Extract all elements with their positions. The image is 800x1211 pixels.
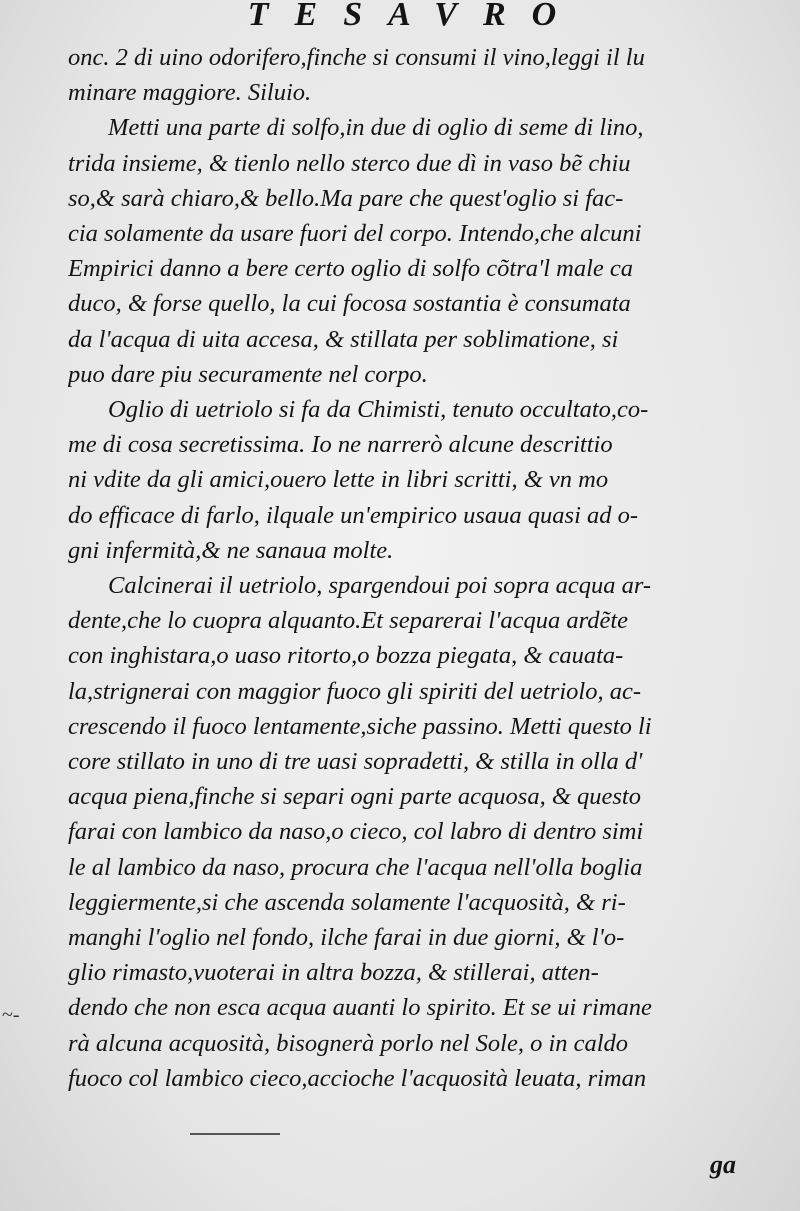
text-line: Empirici danno a bere certo oglio di solfo cõtra'l male ca	[68, 255, 634, 283]
text-line: ni vdite da gli amici,ouero lette in libri scritti, & vn mo	[68, 466, 609, 494]
paragraph-start-line: Calcinerai il uetriolo, spargendoui poi sopra acqua ar-	[108, 572, 652, 600]
text-line: so,& sarà chiaro,& bello.Ma pare che quest'oglio si fac-	[68, 184, 624, 212]
text-line: crescendo il fuoco lentamente,siche passino. Metti questo li	[68, 712, 652, 740]
text-line: trida insieme, & tienlo nello sterco due dì in vaso bẽ chiu	[68, 149, 631, 177]
text-line: con inghistara,o uaso ritorto,o bozza piegata, & cauata-	[68, 642, 624, 670]
catchword: ga	[710, 1150, 736, 1179]
text-line: duco, & forse quello, la cui focosa sostantia è consumata	[68, 290, 631, 318]
text-line: farai con lambico da naso,o cieco, col labro di dentro simi	[68, 818, 644, 846]
running-head: TESAVRO	[247, 0, 583, 33]
text-line: puo dare piu securamente nel corpo.	[68, 360, 428, 388]
ink-rule	[190, 1133, 280, 1135]
paragraph-start-line: Oglio di uetriolo si fa da Chimisti, tenuto occultato,co-	[108, 396, 649, 424]
text-line: core stillato in uno di tre uasi sopradetti, & stilla in olla d'	[68, 748, 643, 776]
text-line: leggiermente,si che ascenda solamente l'acquosità, & ri-	[68, 888, 626, 916]
margin-mark: ~-	[2, 1004, 20, 1026]
text-line: acqua piena,finche si separi ogni parte acquosa, & questo	[68, 783, 641, 811]
text-line: do efficace di farlo, ilquale un'empirico usaua quasi ad o-	[68, 501, 639, 529]
paragraph-start-line: Metti una parte di solfo,in due di oglio di seme di lino,	[108, 114, 644, 142]
text-line: glio rimasto,vuoterai in altra bozza, & stillerai, atten-	[68, 959, 599, 987]
text-line: rà alcuna acquosità, bisognerà porlo nel Sole, o in caldo	[68, 1029, 629, 1057]
text-line: le al lambico da naso, procura che l'acqua nell'olla boglia	[68, 853, 643, 881]
text-line: onc. 2 di uino odorifero,finche si consumi il vino,leggi il lu	[68, 44, 645, 71]
text-line: me di cosa secretissima. Io ne narrerò alcune descrittio	[68, 431, 613, 459]
text-line: la,strignerai con maggior fuoco gli spiriti del uetriolo, ac-	[68, 677, 641, 705]
text-line: da l'acqua di uita accesa, & stillata per soblimatione, si	[68, 325, 619, 353]
text-line: minare maggiore. Siluio.	[68, 79, 312, 107]
text-line: gni infermità,& ne sanaua molte.	[68, 536, 394, 564]
text-line: manghi l'oglio nel fondo, ilche farai in due giorni, & l'o-	[68, 924, 625, 952]
text-line: fuoco col lambico cieco,accioche l'acquosità leuata, riman	[68, 1064, 647, 1092]
text-line: dente,che lo cuopra alquanto.Et separerai l'acqua ardẽte	[68, 607, 629, 635]
text-line: dendo che non esca acqua auanti lo spirito. Et se ui rimane	[68, 994, 652, 1022]
text-block	[68, 40, 758, 1096]
text-line: cia solamente da usare fuori del corpo. Intendo,che alcuni	[68, 220, 642, 248]
